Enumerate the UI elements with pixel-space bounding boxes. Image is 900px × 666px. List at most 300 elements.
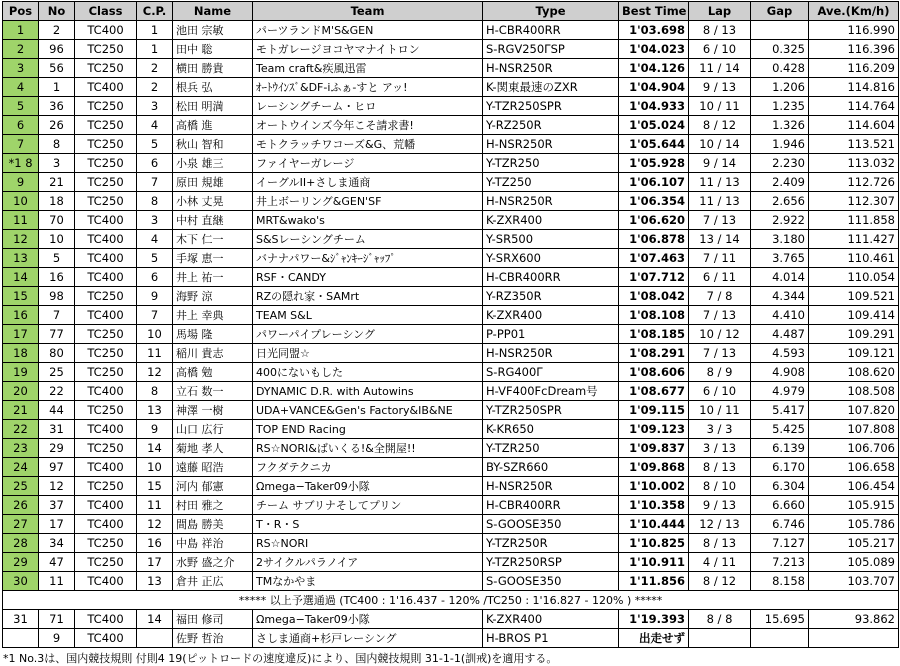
col-cp[interactable]: C.P. xyxy=(137,2,173,21)
col-ave[interactable]: Ave.(Km/h) xyxy=(809,2,899,21)
col-class[interactable]: Class xyxy=(75,2,137,21)
cell-lap: 3 / 13 xyxy=(689,439,751,458)
cell-lap: 10 / 11 xyxy=(689,97,751,116)
cell-pos: 26 xyxy=(3,496,39,515)
cell-ave: 105.915 xyxy=(809,496,899,515)
cell-ave: 109.414 xyxy=(809,306,899,325)
cell-ave: 116.990 xyxy=(809,21,899,40)
cell-gap: 2.230 xyxy=(751,154,809,173)
table-row[interactable] xyxy=(3,135,899,154)
cell-team: DYNAMIC D.R. with Autowins xyxy=(253,382,483,401)
cell-pos: 6 xyxy=(3,116,39,135)
cell-lap: 11 / 13 xyxy=(689,173,751,192)
table-row[interactable] xyxy=(3,154,899,173)
cell-type: H-NSR250R xyxy=(483,135,619,154)
cell-ave: 114.816 xyxy=(809,78,899,97)
cell-team: ｵｰﾄｳｲﾝｽﾞ&DF-iふぁ-すと アッ! xyxy=(253,78,483,97)
cell-gap: 0.325 xyxy=(751,40,809,59)
cell-pos: 4 xyxy=(3,78,39,97)
cell-best: 1'08.291 xyxy=(619,344,689,363)
cell-lap: 10 / 11 xyxy=(689,401,751,420)
cell-team: RS☆NORI&ばいくる!&全開屋!! xyxy=(253,439,483,458)
cell-no: 9 xyxy=(39,629,75,648)
cell-ave: 109.121 xyxy=(809,344,899,363)
cell-cp: 8 xyxy=(137,382,173,401)
cell-gap xyxy=(751,629,809,648)
cell-cp: 13 xyxy=(137,572,173,591)
cell-best: 1'04.023 xyxy=(619,40,689,59)
cell-name: 原田 規雄 xyxy=(173,173,253,192)
table-row[interactable] xyxy=(3,534,899,553)
footnote: *1 No.3は、国内競技規則 付則4 19(ピットロードの速度違反)により、国内競技規則 31-1-1(訓戒)を適用する。 xyxy=(3,652,558,665)
non-qualified-body xyxy=(3,610,899,648)
cell-no: 29 xyxy=(39,439,75,458)
cell-type: H-NSR250R xyxy=(483,344,619,363)
cell-no: 25 xyxy=(39,363,75,382)
table-row[interactable] xyxy=(3,173,899,192)
cell-cls: TC250 xyxy=(75,325,137,344)
cell-cls: TC400 xyxy=(75,458,137,477)
cell-cls: TC400 xyxy=(75,420,137,439)
cell-team: T・R・S xyxy=(253,515,483,534)
cell-best: 1'09.837 xyxy=(619,439,689,458)
cell-no: 16 xyxy=(39,268,75,287)
cell-pos: 17 xyxy=(3,325,39,344)
cell-name: 根兵 弘 xyxy=(173,78,253,97)
cell-pos: 16 xyxy=(3,306,39,325)
cell-name: 佐野 哲治 xyxy=(173,629,253,648)
cell-no: 56 xyxy=(39,59,75,78)
cell-team: RS☆NORI xyxy=(253,534,483,553)
cell-gap: 5.417 xyxy=(751,401,809,420)
cell-ave: 105.089 xyxy=(809,553,899,572)
cell-team: イーグルII+さしま通商 xyxy=(253,173,483,192)
cell-cls: TC400 xyxy=(75,211,137,230)
cell-lap: 8 / 13 xyxy=(689,21,751,40)
cell-name: 横田 勝貴 xyxy=(173,59,253,78)
cell-best: 1'03.698 xyxy=(619,21,689,40)
cell-pos: 24 xyxy=(3,458,39,477)
cell-ave: 113.521 xyxy=(809,135,899,154)
cell-name: 高橋 勉 xyxy=(173,363,253,382)
cell-no: 80 xyxy=(39,344,75,363)
cell-lap xyxy=(689,629,751,648)
cell-type: BY-SZR660 xyxy=(483,458,619,477)
cell-gap: 7.213 xyxy=(751,553,809,572)
cell-name: 井上 幸典 xyxy=(173,306,253,325)
cell-pos: 22 xyxy=(3,420,39,439)
cell-name: 倉井 正広 xyxy=(173,572,253,591)
cell-no: 1 xyxy=(39,78,75,97)
cell-no: 36 xyxy=(39,97,75,116)
cell-lap: 8 / 9 xyxy=(689,363,751,382)
cell-type: S-GOOSE350 xyxy=(483,515,619,534)
cell-no: 21 xyxy=(39,173,75,192)
cell-gap: 3.180 xyxy=(751,230,809,249)
cell-type: Y-RZ250R xyxy=(483,116,619,135)
cell-type: H-NSR250R xyxy=(483,192,619,211)
cell-type: K-ZXR400 xyxy=(483,211,619,230)
cell-gap: 6.304 xyxy=(751,477,809,496)
table-row[interactable] xyxy=(3,268,899,287)
cell-type: H-NSR250R xyxy=(483,59,619,78)
cell-no: 11 xyxy=(39,572,75,591)
cell-no: 7 xyxy=(39,306,75,325)
cell-pos: 23 xyxy=(3,439,39,458)
cell-best: 1'09.868 xyxy=(619,458,689,477)
cell-team: バナナパワー&ｼﾞｬﾝｷｰｼﾞｬｯﾌﾟ xyxy=(253,249,483,268)
cell-cls: TC250 xyxy=(75,363,137,382)
cell-cp: 6 xyxy=(137,154,173,173)
cell-cp: 10 xyxy=(137,325,173,344)
table-row[interactable] xyxy=(3,572,899,591)
cell-ave: 93.862 xyxy=(809,610,899,629)
cell-no: 96 xyxy=(39,40,75,59)
table-row[interactable] xyxy=(3,211,899,230)
table-row[interactable] xyxy=(3,363,899,382)
cell-ave: 106.706 xyxy=(809,439,899,458)
cell-best: 1'10.002 xyxy=(619,477,689,496)
cell-type: K-ZXR400 xyxy=(483,610,619,629)
cell-team: RSF・CANDY xyxy=(253,268,483,287)
col-no[interactable]: No xyxy=(39,2,75,21)
table-row[interactable] xyxy=(3,420,899,439)
cell-lap: 10 / 12 xyxy=(689,325,751,344)
cell-lap: 9 / 14 xyxy=(689,154,751,173)
table-row[interactable] xyxy=(3,325,899,344)
cell-cls: TC400 xyxy=(75,249,137,268)
table-row[interactable] xyxy=(3,249,899,268)
cell-no: 22 xyxy=(39,382,75,401)
cell-best: 1'06.354 xyxy=(619,192,689,211)
cell-gap: 2.922 xyxy=(751,211,809,230)
cell-name: 木下 仁一 xyxy=(173,230,253,249)
cell-name: 間島 勝美 xyxy=(173,515,253,534)
cell-gap: 2.409 xyxy=(751,173,809,192)
cell-type: K-KR650 xyxy=(483,420,619,439)
cell-gap: 1.326 xyxy=(751,116,809,135)
cell-name: 手塚 恵一 xyxy=(173,249,253,268)
cell-cp: 1 xyxy=(137,40,173,59)
qualify-notice-body xyxy=(3,591,899,610)
cell-cp: 9 xyxy=(137,287,173,306)
cell-best: 1'10.444 xyxy=(619,515,689,534)
cell-ave: 105.217 xyxy=(809,534,899,553)
cell-type: H-CBR400RR xyxy=(483,21,619,40)
cell-best: 1'08.042 xyxy=(619,287,689,306)
table-row[interactable] xyxy=(3,515,899,534)
cell-ave: 113.032 xyxy=(809,154,899,173)
cell-cp: 14 xyxy=(137,439,173,458)
cell-team: 2サイクルパラノイア xyxy=(253,553,483,572)
cell-no: 5 xyxy=(39,249,75,268)
cell-team: パワーパイプレーシング xyxy=(253,325,483,344)
cell-type: Y-TZR250R xyxy=(483,534,619,553)
cell-cp: 5 xyxy=(137,135,173,154)
cell-cls: TC250 xyxy=(75,401,137,420)
cell-gap: 1.206 xyxy=(751,78,809,97)
cell-type: Y-TZR250 xyxy=(483,439,619,458)
cell-name: 松田 明満 xyxy=(173,97,253,116)
cell-type: Y-SRX600 xyxy=(483,249,619,268)
cell-lap: 7 / 8 xyxy=(689,287,751,306)
cell-name: 井上 祐一 xyxy=(173,268,253,287)
cell-cp: 10 xyxy=(137,458,173,477)
cell-gap: 4.979 xyxy=(751,382,809,401)
cell-pos: 1 xyxy=(3,21,39,40)
table-row[interactable] xyxy=(3,192,899,211)
cell-ave: 106.658 xyxy=(809,458,899,477)
table-row[interactable] xyxy=(3,382,899,401)
table-row[interactable] xyxy=(3,306,899,325)
cell-type: S-GOOSE350 xyxy=(483,572,619,591)
cell-no: 47 xyxy=(39,553,75,572)
cell-name: 立石 数一 xyxy=(173,382,253,401)
cell-ave: 109.291 xyxy=(809,325,899,344)
cell-name: 小泉 雄三 xyxy=(173,154,253,173)
cell-type: P-PP01 xyxy=(483,325,619,344)
col-gap[interactable]: Gap xyxy=(751,2,809,21)
cell-cp: 11 xyxy=(137,496,173,515)
cell-pos: 10 xyxy=(3,192,39,211)
table-row[interactable] xyxy=(3,287,899,306)
cell-best: 1'08.108 xyxy=(619,306,689,325)
cell-no: 8 xyxy=(39,135,75,154)
cell-cls: TC400 xyxy=(75,306,137,325)
cell-ave: 105.786 xyxy=(809,515,899,534)
cell-team: パーツランドM'S&GEN xyxy=(253,21,483,40)
cell-gap: 6.660 xyxy=(751,496,809,515)
cell-type: S-RGV250ΓSP xyxy=(483,40,619,59)
cell-cp: 3 xyxy=(137,97,173,116)
cell-type: H-VF400FcDream号 xyxy=(483,382,619,401)
cell-ave: 112.307 xyxy=(809,192,899,211)
cell-lap: 13 / 14 xyxy=(689,230,751,249)
cell-ave: 116.396 xyxy=(809,40,899,59)
table-row[interactable] xyxy=(3,40,899,59)
cell-gap: 4.908 xyxy=(751,363,809,382)
results-body xyxy=(3,21,899,591)
cell-cp: 7 xyxy=(137,306,173,325)
cell-team: TEAM S&L xyxy=(253,306,483,325)
cell-team: 井上ボーリング&GEN'SF xyxy=(253,192,483,211)
cell-no: 3 xyxy=(39,154,75,173)
cell-type: H-CBR400RR xyxy=(483,496,619,515)
cell-cp: 8 xyxy=(137,192,173,211)
table-row[interactable] xyxy=(3,97,899,116)
cell-ave: 107.820 xyxy=(809,401,899,420)
cell-no: 31 xyxy=(39,420,75,439)
cell-gap: 6.170 xyxy=(751,458,809,477)
cell-cp: 2 xyxy=(137,78,173,97)
cell-team: ファイヤーガレージ xyxy=(253,154,483,173)
col-team[interactable]: Team xyxy=(253,2,483,21)
table-row[interactable] xyxy=(3,401,899,420)
header-row xyxy=(3,2,899,21)
cell-cls: TC400 xyxy=(75,21,137,40)
cell-best: 1'04.126 xyxy=(619,59,689,78)
cell-cls: TC400 xyxy=(75,496,137,515)
cell-cls: TC250 xyxy=(75,97,137,116)
col-pos[interactable]: Pos xyxy=(3,2,39,21)
cell-cls: TC250 xyxy=(75,553,137,572)
cell-best: 1'06.878 xyxy=(619,230,689,249)
cell-cp: 4 xyxy=(137,230,173,249)
cell-cp xyxy=(137,629,173,648)
cell-cp: 17 xyxy=(137,553,173,572)
table-row[interactable] xyxy=(3,116,899,135)
cell-cls: TC400 xyxy=(75,515,137,534)
cell-no: 37 xyxy=(39,496,75,515)
cell-ave: 114.764 xyxy=(809,97,899,116)
cell-lap: 7 / 13 xyxy=(689,306,751,325)
cell-type: K-関東最速のZXR xyxy=(483,78,619,97)
cell-cls: TC400 xyxy=(75,382,137,401)
cell-name: 山口 広行 xyxy=(173,420,253,439)
cell-ave: 108.620 xyxy=(809,363,899,382)
cell-name: 中村 直継 xyxy=(173,211,253,230)
cell-gap: 3.765 xyxy=(751,249,809,268)
cell-gap: 8.158 xyxy=(751,572,809,591)
cell-no: 34 xyxy=(39,534,75,553)
cell-lap: 10 / 14 xyxy=(689,135,751,154)
cell-cls: TC400 xyxy=(75,78,137,97)
cell-cp: 13 xyxy=(137,401,173,420)
cell-best: 1'19.393 xyxy=(619,610,689,629)
cell-lap: 4 / 11 xyxy=(689,553,751,572)
cell-gap: 0.428 xyxy=(751,59,809,78)
cell-lap: 6 / 11 xyxy=(689,268,751,287)
cell-cls: TC250 xyxy=(75,135,137,154)
cell-best: 1'07.463 xyxy=(619,249,689,268)
col-type[interactable]: Type xyxy=(483,2,619,21)
cell-ave: 107.808 xyxy=(809,420,899,439)
col-lap[interactable]: Lap xyxy=(689,2,751,21)
cell-pos: *1 8 xyxy=(3,154,39,173)
cell-pos: 31 xyxy=(3,610,39,629)
cell-pos: 7 xyxy=(3,135,39,154)
cell-pos: 29 xyxy=(3,553,39,572)
cell-ave: 111.858 xyxy=(809,211,899,230)
cell-pos: 28 xyxy=(3,534,39,553)
col-best-time[interactable]: Best Time xyxy=(619,2,689,21)
table-row[interactable] xyxy=(3,610,899,629)
cell-name: 河内 郁憲 xyxy=(173,477,253,496)
cell-lap: 6 / 10 xyxy=(689,40,751,59)
table-row[interactable] xyxy=(3,344,899,363)
cell-best: 1'10.911 xyxy=(619,553,689,572)
cell-ave: 109.521 xyxy=(809,287,899,306)
cell-best: 1'08.185 xyxy=(619,325,689,344)
cell-best: 1'04.933 xyxy=(619,97,689,116)
cell-cp: 14 xyxy=(137,610,173,629)
cell-type: H-NSR250R xyxy=(483,477,619,496)
cell-pos: 2 xyxy=(3,40,39,59)
cell-team: TOP END Racing xyxy=(253,420,483,439)
cell-gap: 4.344 xyxy=(751,287,809,306)
cell-gap: 4.487 xyxy=(751,325,809,344)
table-row[interactable] xyxy=(3,477,899,496)
cell-no: 44 xyxy=(39,401,75,420)
cell-name: 池田 宗敏 xyxy=(173,21,253,40)
cell-gap: 1.946 xyxy=(751,135,809,154)
cell-best: 1'09.115 xyxy=(619,401,689,420)
cell-name: 高橋 進 xyxy=(173,116,253,135)
cell-ave: 116.209 xyxy=(809,59,899,78)
cell-gap xyxy=(751,21,809,40)
cell-cls: TC400 xyxy=(75,572,137,591)
cell-no: 97 xyxy=(39,458,75,477)
table-row[interactable] xyxy=(3,496,899,515)
cell-cls: TC250 xyxy=(75,344,137,363)
cell-cp: 3 xyxy=(137,211,173,230)
table-row[interactable] xyxy=(3,439,899,458)
table-row[interactable] xyxy=(3,553,899,572)
cell-pos: 27 xyxy=(3,515,39,534)
cell-team: Ωmega−Taker09小隊 xyxy=(253,477,483,496)
cell-gap: 2.656 xyxy=(751,192,809,211)
table-row[interactable] xyxy=(3,59,899,78)
table-row[interactable] xyxy=(3,230,899,249)
cell-type: Y-TZR250SPR xyxy=(483,97,619,116)
cell-type: Y-TZ250 xyxy=(483,173,619,192)
cell-best: 1'08.606 xyxy=(619,363,689,382)
cell-ave: 110.461 xyxy=(809,249,899,268)
cell-ave: 114.604 xyxy=(809,116,899,135)
cell-pos: 15 xyxy=(3,287,39,306)
cell-cls: TC250 xyxy=(75,439,137,458)
table-row[interactable] xyxy=(3,458,899,477)
cell-best: 出走せず xyxy=(619,629,689,648)
cell-cp: 15 xyxy=(137,477,173,496)
cell-team: S&Sレーシングチーム xyxy=(253,230,483,249)
cell-no: 71 xyxy=(39,610,75,629)
cell-lap: 7 / 13 xyxy=(689,211,751,230)
cell-best: 1'06.107 xyxy=(619,173,689,192)
cell-no: 10 xyxy=(39,230,75,249)
cell-pos: 21 xyxy=(3,401,39,420)
cell-gap: 6.139 xyxy=(751,439,809,458)
cell-cls: TC250 xyxy=(75,287,137,306)
cell-cp: 5 xyxy=(137,249,173,268)
cell-cls: TC250 xyxy=(75,192,137,211)
cell-name: 馬場 隆 xyxy=(173,325,253,344)
col-name[interactable]: Name xyxy=(173,2,253,21)
cell-cls: TC250 xyxy=(75,116,137,135)
cell-cp: 12 xyxy=(137,363,173,382)
qualify-notice: ***** 以上予選通過 (TC400 : 1'16.437 - 120% /TC250 : 1'16.827 - 120% ) ***** xyxy=(3,591,899,610)
cell-lap: 9 / 13 xyxy=(689,496,751,515)
cell-cp: 12 xyxy=(137,515,173,534)
cell-lap: 8 / 12 xyxy=(689,572,751,591)
cell-lap: 7 / 11 xyxy=(689,249,751,268)
cell-type: H-BROS P1 xyxy=(483,629,619,648)
cell-team: MRT&wako's xyxy=(253,211,483,230)
cell-name: 菊地 孝人 xyxy=(173,439,253,458)
cell-no: 26 xyxy=(39,116,75,135)
cell-pos: 3 xyxy=(3,59,39,78)
table-row[interactable] xyxy=(3,21,899,40)
table-row[interactable] xyxy=(3,78,899,97)
cell-cls: TC400 xyxy=(75,230,137,249)
cell-cls: TC250 xyxy=(75,40,137,59)
table-row[interactable] xyxy=(3,629,899,648)
cell-ave xyxy=(809,629,899,648)
cell-cls: TC250 xyxy=(75,173,137,192)
cell-best: 1'05.024 xyxy=(619,116,689,135)
cell-name: 小林 丈晃 xyxy=(173,192,253,211)
cell-name: 田中 聡 xyxy=(173,40,253,59)
